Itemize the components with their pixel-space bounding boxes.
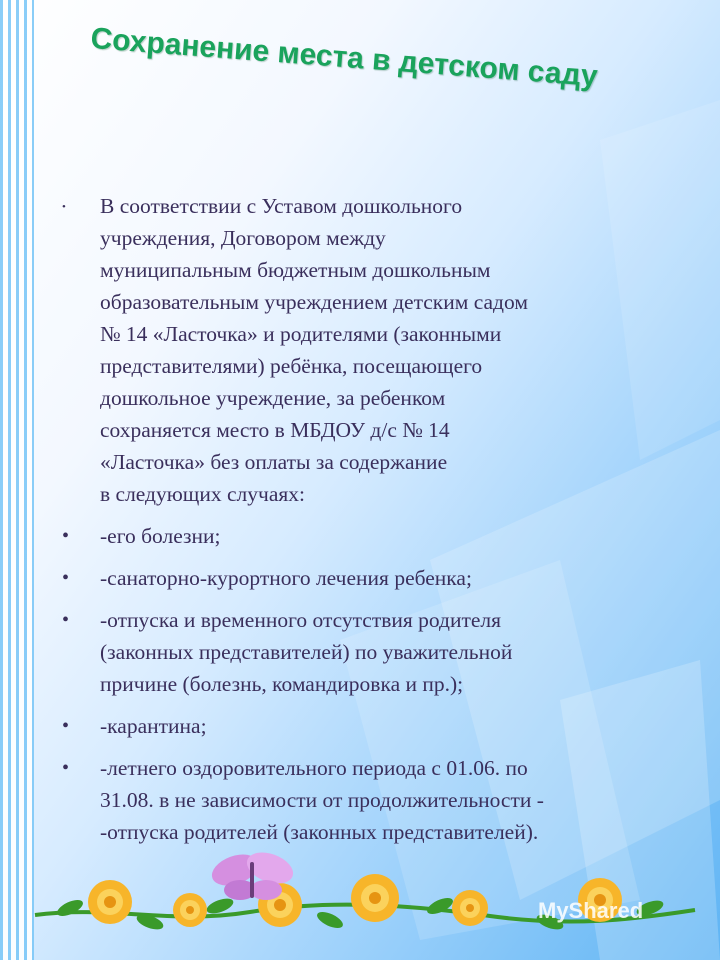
- watermark-text: MyShared: [538, 898, 644, 923]
- rose-icon: [173, 893, 207, 927]
- page-title: Сохранение места в детском саду: [89, 22, 599, 94]
- bullet-icon: •: [62, 715, 70, 737]
- bullet-icon: •: [62, 525, 70, 547]
- list-item: [62, 752, 662, 848]
- rose-icon: [88, 880, 132, 924]
- paragraph-text: -карантина;: [100, 714, 207, 738]
- list-item: [62, 604, 662, 700]
- paragraph-text: -летнего оздоровительного периода с 01.06. по 31.08. в не зависимости от продолжительности - -отпуска родителей (законных представителей).: [100, 756, 544, 844]
- rose-icon: [351, 874, 399, 922]
- paragraph-text: -его болезни;: [100, 524, 221, 548]
- bullet-icon: •: [62, 567, 70, 589]
- list-item: [62, 710, 662, 742]
- list-item: [62, 520, 662, 552]
- bullet-icon: •: [62, 201, 66, 213]
- list-item: [62, 190, 662, 510]
- rose-icon: [452, 890, 488, 926]
- content-list: [62, 190, 662, 858]
- bullet-icon: •: [62, 609, 70, 631]
- bullet-icon: •: [62, 757, 70, 779]
- list-item: [62, 562, 662, 594]
- paragraph-text: -отпуска и временного отсутствия родителя (законных представителей) по уважительной причине (болезнь, командировка и пр.);: [100, 608, 513, 696]
- paragraph-text: В соответствии с Уставом дошкольного учреждения, Договором между муниципальным бюджетным дошкольным образовательным учреждением детским садом № 14 «Ласточка» и родителями (законными представителями) ребёнка, посещающего дошкольное учреждение, за ребенком сохраняется место в МБДОУ д/с № 14 «Ласточка» без оплаты за содержание в следующих случаях:: [100, 194, 528, 506]
- paragraph-text: -санаторно-курортного лечения ребенка;: [100, 566, 472, 590]
